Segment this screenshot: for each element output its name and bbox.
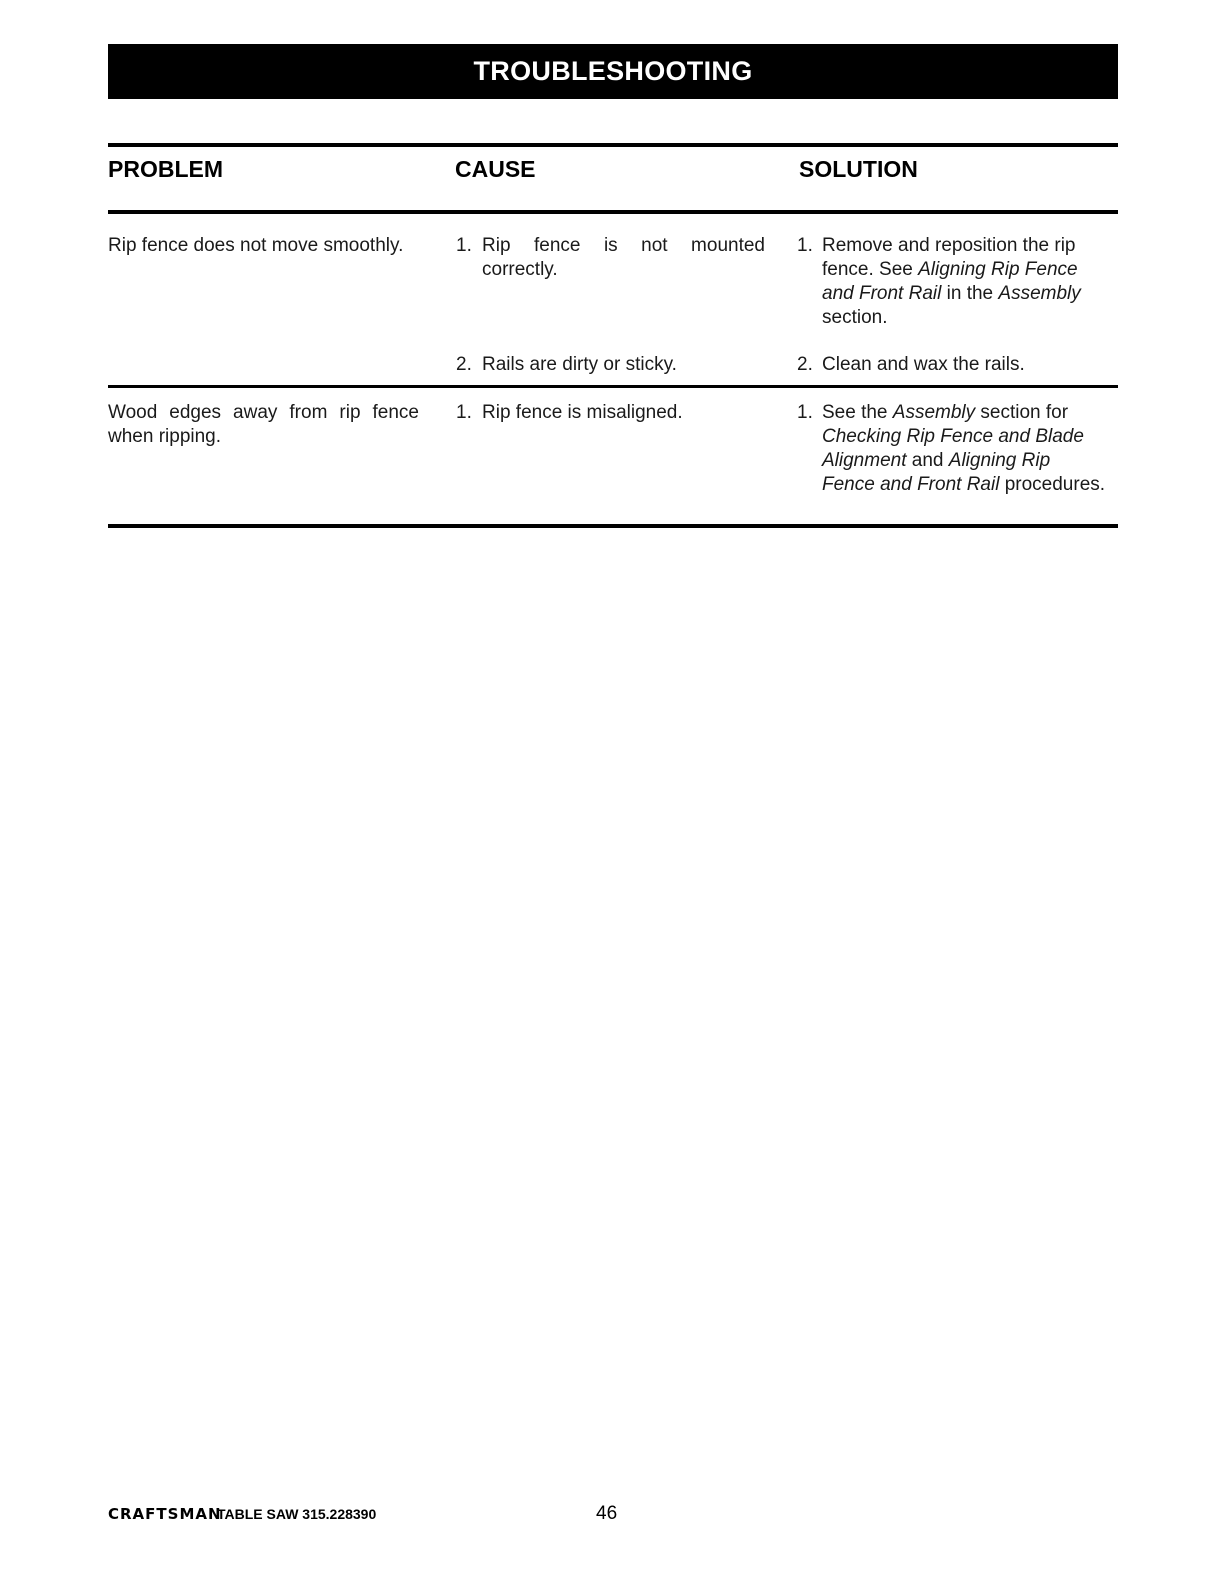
row2-cause1-number: 1.	[456, 402, 472, 423]
header-rule	[108, 210, 1118, 214]
row1-cause1-text: Rip fence is not mounted correctly.	[482, 235, 765, 280]
page-title: TROUBLESHOOTING	[473, 56, 753, 86]
header-problem: PROBLEM	[108, 156, 223, 182]
row2-problem: Wood edges away from rip fence when ripping.	[108, 402, 419, 447]
row1-cause2-text: Rails are dirty or sticky.	[482, 354, 677, 375]
brand-logo: CRAFTSMAN	[108, 1505, 222, 1523]
row1-solution1-text: Remove and reposition the rip fence. See Aligning Rip Fence and Front Rail in the Assembly section.	[822, 235, 1081, 328]
page-number: 46	[596, 1503, 618, 1524]
header-cause: CAUSE	[455, 156, 536, 182]
row1-solution2-number: 2.	[797, 354, 813, 375]
table-top-rule	[108, 143, 1118, 147]
row-divider	[108, 385, 1118, 388]
page-title-banner	[108, 44, 1118, 99]
row1-solution2-text: Clean and wax the rails.	[822, 354, 1025, 375]
row2-solution1-number: 1.	[797, 402, 813, 423]
row1-cause2-number: 2.	[456, 354, 472, 375]
row2-cause1-text: Rip fence is misaligned.	[482, 402, 683, 423]
row2-solution1-text: See the Assembly section for Checking Rip Fence and Blade Alignment and Aligning Rip Fence and Front Rail procedures.	[822, 402, 1106, 495]
model-label: TABLE SAW 315.228390	[217, 1506, 377, 1522]
header-solution: SOLUTION	[799, 156, 918, 182]
row1-problem: Rip fence does not move smoothly.	[108, 235, 404, 256]
table-bottom-rule	[108, 524, 1118, 528]
row1-cause1-number: 1.	[456, 235, 472, 256]
row1-solution1-number: 1.	[797, 235, 813, 256]
